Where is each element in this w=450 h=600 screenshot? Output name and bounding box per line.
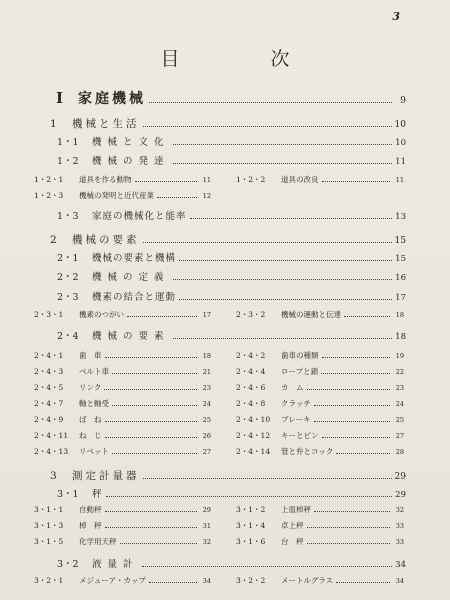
toc-num: 1・2・2 xyxy=(236,175,266,184)
toc-page-ref: 34 xyxy=(202,577,211,585)
toc-num: 3 xyxy=(50,470,57,482)
toc-label: 機械と生活 xyxy=(72,118,140,130)
toc-page-ref: 33 xyxy=(395,522,404,530)
toc-page-ref: 11 xyxy=(395,176,404,184)
toc-page-ref: 16 xyxy=(395,273,406,283)
toc-num: 2・3・1 xyxy=(34,310,64,319)
toc-num: 2・4・4 xyxy=(236,367,266,376)
leader-dots xyxy=(105,357,198,358)
toc-subsection xyxy=(236,536,404,547)
toc-num: 2・4・6 xyxy=(236,383,266,392)
toc-section xyxy=(57,269,406,283)
toc-page-ref: 23 xyxy=(395,384,404,392)
toc-label: 家庭機械 xyxy=(78,91,146,107)
toc-section xyxy=(57,153,406,167)
toc-page-ref: 13 xyxy=(395,212,406,222)
toc-page-ref: 9 xyxy=(400,96,406,106)
toc-label: 機械の定義 xyxy=(92,272,170,283)
leader-dots xyxy=(127,316,197,317)
toc-subsection xyxy=(34,174,211,185)
toc-label: ね じ xyxy=(79,431,102,440)
toc-label: 歯車の種類 xyxy=(281,351,319,360)
toc-page-ref: 15 xyxy=(394,236,406,246)
toc-num: 2・4・3 xyxy=(34,367,64,376)
leader-dots xyxy=(344,316,390,317)
toc-page-ref: 34 xyxy=(395,577,404,585)
toc-page-ref: 19 xyxy=(395,352,404,360)
leader-dots xyxy=(314,405,390,406)
leader-dots xyxy=(105,511,198,512)
toc-num: 3・1・4 xyxy=(236,521,266,530)
toc-section xyxy=(57,134,406,148)
toc-label: 家庭の機械化と能率 xyxy=(92,211,187,222)
leader-dots xyxy=(120,543,198,544)
leader-dots xyxy=(157,197,197,198)
toc-chapter xyxy=(50,232,406,247)
toc-label: 道具の改良 xyxy=(281,175,319,184)
toc-page-ref: 17 xyxy=(202,311,211,319)
leader-dots xyxy=(307,543,391,544)
toc-subsection xyxy=(34,309,211,320)
toc-num: 2 xyxy=(50,234,57,246)
toc-page-ref: 12 xyxy=(202,192,211,200)
toc-num: 2・4・1 xyxy=(34,351,64,360)
toc-num: I xyxy=(56,89,64,107)
toc-num: 2・2 xyxy=(57,272,79,283)
toc-num: 3・2・1 xyxy=(34,576,64,585)
toc-section xyxy=(57,328,406,342)
toc-label: 管と弁とコック xyxy=(281,447,334,456)
toc-num: 3・1・3 xyxy=(34,521,64,530)
toc-label: リベット xyxy=(79,447,109,456)
leader-dots xyxy=(179,299,392,300)
toc-section xyxy=(57,486,406,500)
toc-num: 1 xyxy=(50,118,57,130)
toc-subsection xyxy=(236,350,404,361)
toc-num: 2・4・12 xyxy=(236,431,271,440)
toc-page-ref: 25 xyxy=(202,416,211,424)
toc-label: 上皿棹秤 xyxy=(281,505,311,514)
toc-num: 1・2 xyxy=(57,156,79,167)
toc-label: ば ね xyxy=(79,415,102,424)
toc-page-ref: 31 xyxy=(202,522,211,530)
toc-page-ref: 11 xyxy=(202,176,211,184)
leader-dots xyxy=(143,126,393,127)
toc-label: 測定計量器 xyxy=(72,470,140,482)
toc-label: 機械の要素 xyxy=(92,331,170,342)
leader-dots xyxy=(314,511,390,512)
toc-num: 3・1・5 xyxy=(34,537,64,546)
toc-subsection xyxy=(34,446,211,457)
toc-label: キーとピン xyxy=(281,431,319,440)
toc-page-ref: 18 xyxy=(395,332,406,342)
toc-subsection xyxy=(236,414,404,425)
toc-num: 2・3・2 xyxy=(236,310,266,319)
toc-num: 3・2 xyxy=(57,559,79,570)
toc-page-ref: 28 xyxy=(395,448,404,456)
leader-dots xyxy=(112,405,197,406)
toc-page-ref: 27 xyxy=(395,432,404,440)
toc-page-ref: 21 xyxy=(202,368,211,376)
toc-label: 機素の結合と運動 xyxy=(92,292,177,303)
toc-label: 道具を作る動物 xyxy=(79,175,132,184)
toc-section xyxy=(57,556,406,570)
leader-dots xyxy=(336,582,390,583)
toc-label: 機械の要素と機構 xyxy=(92,253,177,264)
toc-page-ref: 22 xyxy=(395,368,404,376)
leader-dots xyxy=(105,421,198,422)
toc-num: 2・4・2 xyxy=(236,351,266,360)
toc-num: 3・1・1 xyxy=(34,505,64,514)
leader-dots xyxy=(142,566,392,567)
toc-subsection xyxy=(34,520,211,531)
toc-label: 機械の運動と伝達 xyxy=(281,310,341,319)
toc-label: 機械の発達 xyxy=(92,156,170,167)
toc-subsection xyxy=(34,536,211,547)
toc-subsection xyxy=(236,398,404,409)
toc-page-ref: 34 xyxy=(395,560,406,570)
toc-label: 機素のつがい xyxy=(79,310,124,319)
toc-page-ref: 18 xyxy=(395,311,404,319)
page-title: 目 次 xyxy=(160,48,326,70)
leader-dots xyxy=(307,389,391,390)
toc-page-ref: 18 xyxy=(202,352,211,360)
leader-dots xyxy=(106,496,392,497)
toc-subsection xyxy=(236,504,404,515)
toc-page-ref: 10 xyxy=(395,138,406,148)
toc-page-ref: 26 xyxy=(202,432,211,440)
leader-dots xyxy=(179,260,392,261)
toc-page-ref: 29 xyxy=(395,490,406,500)
toc-chapter xyxy=(50,468,406,483)
toc-num: 2・4・9 xyxy=(34,415,64,424)
leader-dots xyxy=(149,102,392,103)
toc-page-ref: 23 xyxy=(202,384,211,392)
leader-dots xyxy=(322,357,391,358)
leader-dots xyxy=(112,453,197,454)
toc-page-ref: 17 xyxy=(395,293,406,303)
leader-dots xyxy=(104,389,197,390)
leader-dots xyxy=(307,527,391,528)
leader-dots xyxy=(322,437,391,438)
toc-subsection xyxy=(236,520,404,531)
toc-num: 2・4 xyxy=(57,331,79,342)
toc-subsection xyxy=(34,414,211,425)
toc-num: 2・4・11 xyxy=(34,431,69,440)
toc-subsection xyxy=(34,382,211,393)
leader-dots xyxy=(173,163,392,164)
toc-num: 3・1・2 xyxy=(236,505,266,514)
leader-dots xyxy=(336,453,390,454)
toc-label: 機械の発明と近代産業 xyxy=(79,191,154,200)
toc-num: 3・2・2 xyxy=(236,576,266,585)
toc-label: カ ム xyxy=(281,383,304,392)
toc-label: 機械と文化 xyxy=(92,137,170,148)
toc-subsection xyxy=(236,430,404,441)
toc-label: メートルグラス xyxy=(281,576,334,585)
toc-page-ref: 33 xyxy=(395,538,404,546)
toc-label: 卓上秤 xyxy=(281,521,304,530)
toc-page-ref: 32 xyxy=(395,506,404,514)
toc-label: 秤 xyxy=(92,489,103,500)
toc-subsection xyxy=(34,366,211,377)
leader-dots xyxy=(105,437,198,438)
toc-label: 機械の要素 xyxy=(72,234,140,246)
leader-dots xyxy=(190,218,392,219)
toc-part xyxy=(56,88,406,108)
leader-dots xyxy=(173,279,392,280)
toc-label: 歯 車 xyxy=(79,351,102,360)
toc-num: 2・3 xyxy=(57,292,79,303)
toc-subsection xyxy=(236,446,404,457)
toc-subsection xyxy=(236,366,404,377)
toc-num: 3・1 xyxy=(57,489,79,500)
toc-label: クラッチ xyxy=(281,399,311,408)
toc-page-ref: 24 xyxy=(395,400,404,408)
page-number: 3 xyxy=(392,10,400,23)
toc-section xyxy=(57,250,406,264)
toc-subsection xyxy=(236,309,404,320)
toc-label: 軸と軸受 xyxy=(79,399,109,408)
toc-num: 2・4・8 xyxy=(236,399,266,408)
toc-subsection xyxy=(34,430,211,441)
toc-page-ref: 27 xyxy=(202,448,211,456)
toc-section xyxy=(57,208,406,222)
toc-num: 2・4・14 xyxy=(236,447,271,456)
toc-num: 1・2・3 xyxy=(34,191,64,200)
leader-dots xyxy=(135,181,198,182)
toc-num: 1・2・1 xyxy=(34,175,64,184)
toc-num: 2・4・13 xyxy=(34,447,69,456)
toc-page-ref: 10 xyxy=(394,120,406,130)
toc-label: 自動秤 xyxy=(79,505,102,514)
toc-subsection xyxy=(236,575,404,586)
toc-page-ref: 24 xyxy=(202,400,211,408)
leader-dots xyxy=(322,181,391,182)
toc-label: 液量計 xyxy=(92,559,139,570)
toc-chapter xyxy=(50,116,406,131)
toc-label: ブレーキ xyxy=(281,415,311,424)
toc-subsection xyxy=(34,398,211,409)
leader-dots xyxy=(143,478,393,479)
leader-dots xyxy=(112,373,197,374)
toc-num: 3・1・6 xyxy=(236,537,266,546)
toc-page-ref: 25 xyxy=(395,416,404,424)
toc-subsection xyxy=(236,382,404,393)
toc-page-ref: 29 xyxy=(394,472,406,482)
toc-section xyxy=(57,289,406,303)
toc-num: 1・3 xyxy=(57,211,79,222)
leader-dots xyxy=(314,421,390,422)
leader-dots xyxy=(143,242,393,243)
leader-dots xyxy=(321,373,390,374)
toc-page-ref: 29 xyxy=(202,506,211,514)
toc-subsection xyxy=(34,575,211,586)
toc-label: 化学用天秤 xyxy=(79,537,117,546)
toc-subsection xyxy=(34,190,211,201)
toc-subsection xyxy=(34,350,211,361)
toc-label: ベルト車 xyxy=(79,367,109,376)
toc-label: 棹 秤 xyxy=(79,521,102,530)
toc-num: 2・4・10 xyxy=(236,415,271,424)
toc-page-ref: 15 xyxy=(395,254,406,264)
leader-dots xyxy=(105,527,198,528)
toc-page-ref: 11 xyxy=(395,157,406,167)
toc-subsection xyxy=(34,504,211,515)
toc-num: 2・1 xyxy=(57,253,79,264)
toc-num: 2・4・5 xyxy=(34,383,64,392)
toc-label: リンク xyxy=(79,383,102,392)
leader-dots xyxy=(173,144,392,145)
toc-label: メジューア・カップ xyxy=(79,576,146,585)
toc-label: 台 秤 xyxy=(281,537,304,546)
toc-label: ロープと鎖 xyxy=(281,367,319,376)
toc-page-ref: 32 xyxy=(202,538,211,546)
toc-num: 1・1 xyxy=(57,137,79,148)
leader-dots xyxy=(149,582,197,583)
toc-subsection xyxy=(236,174,404,185)
leader-dots xyxy=(173,338,392,339)
toc-num: 2・4・7 xyxy=(34,399,64,408)
